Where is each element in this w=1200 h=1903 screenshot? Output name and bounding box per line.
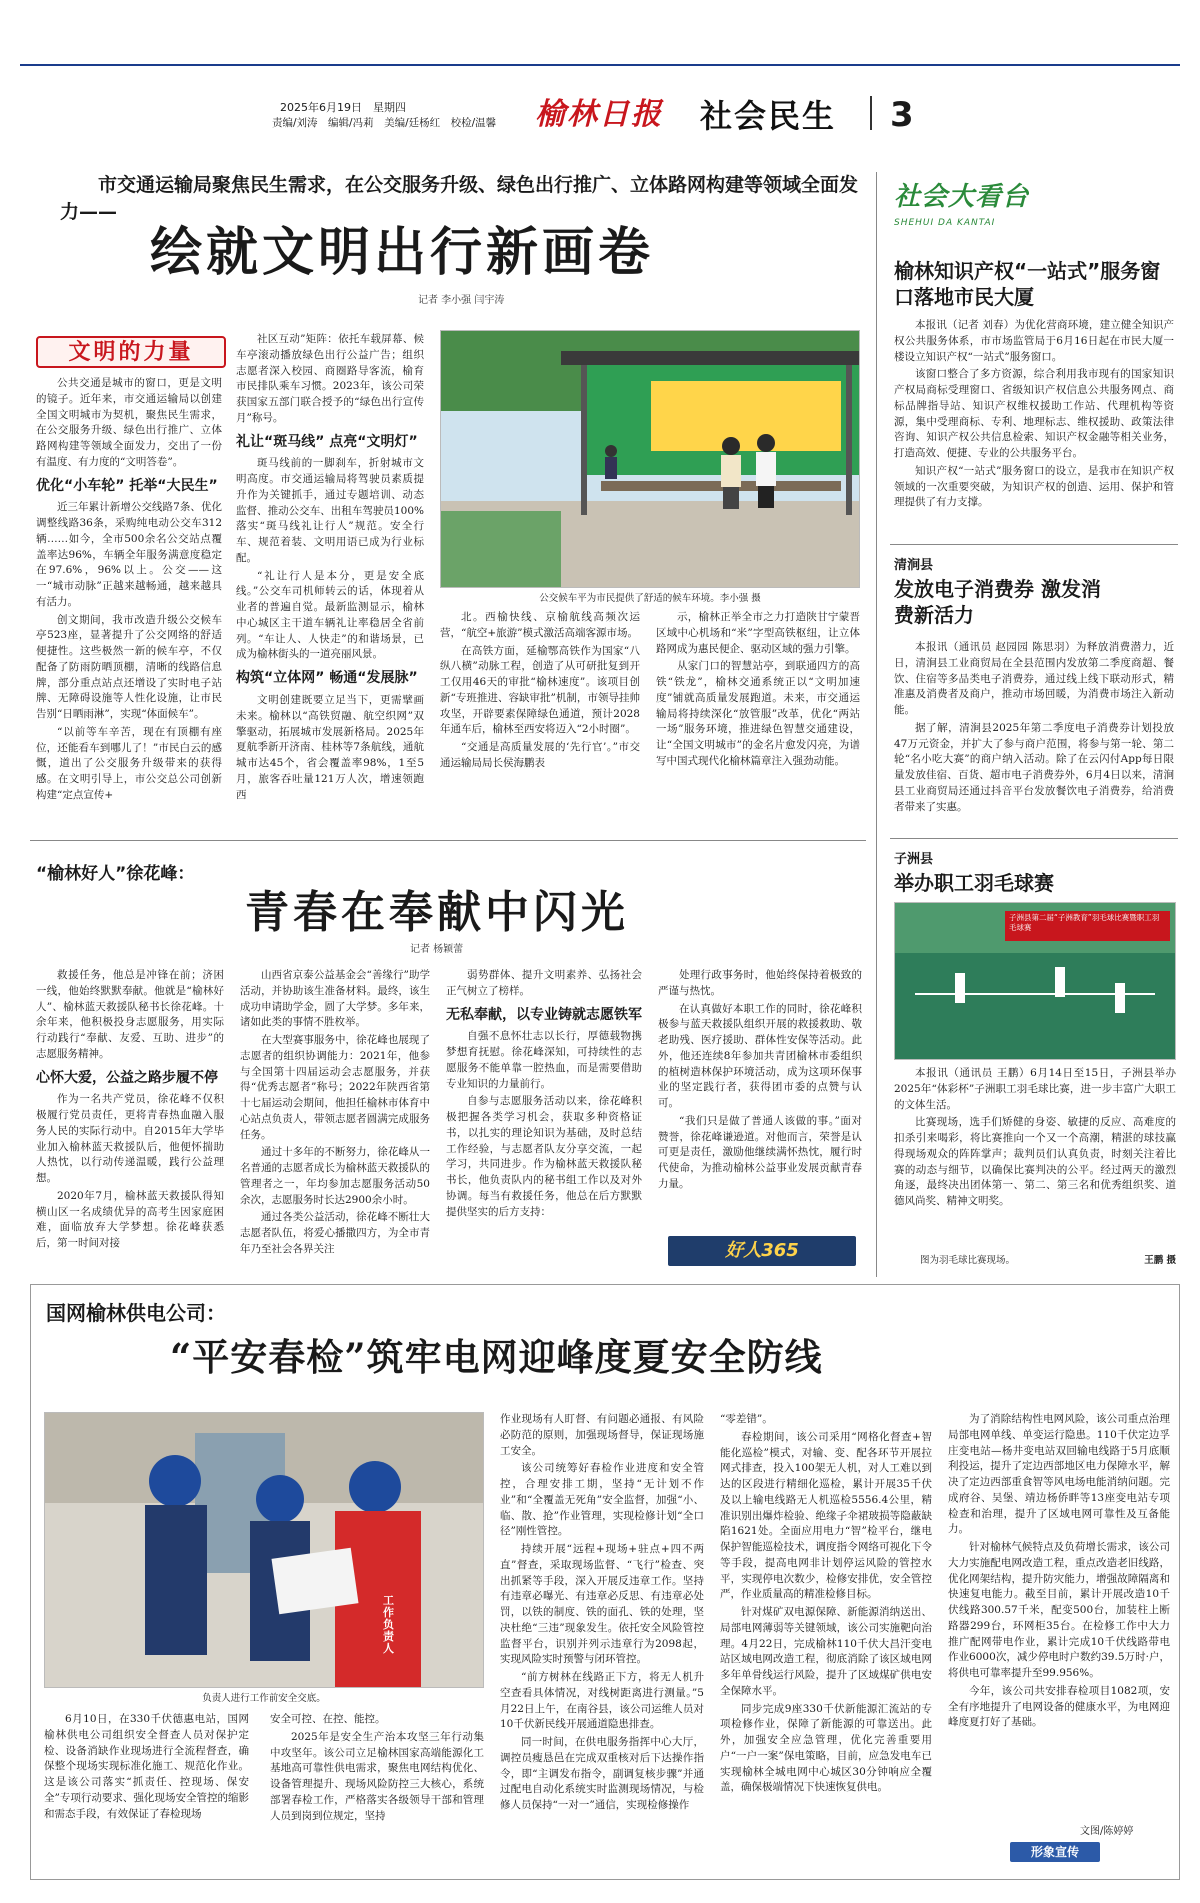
header-editors: 责编/刘涛 编辑/冯莉 美编/廷杨红 校检/温馨 [272, 117, 497, 129]
lead-paragraph: 示，榆林正举全市之力打造陕甘宁蒙晋区域中心机场和“米”字型高铁枢纽，让立体路网成为惠民便企、驱动区域的强力引擎。 [656, 611, 860, 655]
grid-column-3 [720, 1412, 932, 1874]
good-person-badge [668, 1236, 856, 1266]
badminton-caption [894, 1254, 1176, 1268]
lead-paragraph: “交通是高质量发展的‘先行官’。”市交通运输局局长侯海鹏表 [440, 741, 640, 769]
voucher-paragraph: 本报讯（通讯员 赵园园 陈思羽）为释放消费潜力，近日，清涧县工业商贸局在全县范围内发放第二季度商超、餐饮、住宿等多品类电子消费券，通过线上线下联动形式，精准惠及消费者及商户，推动市场回暖，为消费市场注入新动能。 [894, 641, 1174, 716]
grid-paragraph: 持续开展“远程+现场+驻点+四不两直”督查，采取现场监督、“飞行”检查、突出抓紧等手段，深入开展反违章工作。坚持有违章必曝光、有违章必反思、有违章必处罚，以铁的制度、铁的面孔、铁的处理，坚决杜绝“三违”现象发生。依托安全风险管控监督平台，识别并列示违章行为2098起，实现风险实时预警与闭环管控。 [500, 1543, 704, 1666]
grid-paragraph: “零差错”。 [720, 1413, 773, 1425]
lead-kicker: 市交通运输局聚焦民生需求，在公交服务升级、绿色出行推广、立体路网构建等领域全面发力—— [60, 174, 859, 223]
grid-inspection-illustration [45, 1413, 484, 1688]
youth-paragraph: 处理行政事务时，他始终保持着极致的严谨与热忱。 [658, 969, 862, 997]
youth-paragraph: 救援任务，他总是冲锋在前；济困一线，他始终默默奉献。他就是“榆林好人”、榆林蓝天救援队秘书长徐花峰。十余年来，他积极投身志愿服务，用实际行动践行“奉献、友爱、互助、进步”的志愿服务精神。 [36, 969, 224, 1060]
grid-credit: 文图/陈婷婷 [1080, 1826, 1134, 1837]
grid-paragraph: 针对煤矿双电源保障、新能源消纳送出、局部电网薄弱等关键领域，该公司实施靶向治理。4月22日，完成榆林110千伏大昌汗变电站区域电网改造工程，彻底消除了该区域电网多年单骨线运行风险，提升了区域煤矿供电安全保障水平。 [720, 1606, 932, 1697]
lead-paragraph: 斑马线前的一脚刹车，折射城市文明高度。市交通运输局将驾驶员素质提升作为关键抓手，通过专题培训、动态监督、推动公交车、出租车驾驶员100%落实“斑马线礼让行人”规范。安全行车、规范着装、文明用语已成为行业标配。 [236, 457, 424, 564]
grid-paragraph: 为了消除结构性电网风险，该公司重点治理局部电网单线、单变运行隐患。110千伏定边孚庄变电站—杨井变电站双回输电线路于5月底顺利投运，提升了定边西部地区电力保障水平，解决了定边西部重食智等风电场电能消纳问题。完成府谷、吴堡、靖边杨侨畔等13座变电站专项检查和治理，提升了区域电网可靠性及互备能力。 [948, 1413, 1170, 1536]
header-divider [870, 96, 872, 130]
grid-paragraph: 该公司统筹好春检作业进度和安全管控，合理安排工期，坚持“无计划不作业”和“全覆盖无死角”安全监督，加强“小、临、散、抢”作业管理，实现检修计划“全口径”刚性管控。 [500, 1462, 704, 1538]
youth-column-4 [658, 968, 862, 1230]
grid-paragraph: 春检期间，该公司采用“网格化督查+智能化巡检”模式，对输、变、配各环节开展拉网式排查，投入100架无人机，对人工难以到达的区段进行精细化巡检，累计开展35千伏及以上输电线路无人机巡检5556.4公里，精准识别出爆炸检验、绝缘子伞裙玻损等隐蔽缺陷1621处。全面应用电力“智”检平台，继电保护智能巡检技术，调度指令网络可视化下令等手段，提高电网非计划停运风险的管控水平，实现停电次数少，检修安排优，安全管控严，作业质量高的精准检修目标。 [720, 1430, 932, 1601]
youth-paragraph: 在大型赛事服务中，徐花峰也展现了志愿者的组织协调能力：2021年，他参与全国第十四届运动会志愿服务，并获得“优秀志愿者”称号；2022年陕西省第十七届运动会期间，他担任榆林市体育中心站点负责人，带领志愿者圆满完成服务任务。 [240, 1034, 430, 1141]
grid-column-4 [948, 1412, 1170, 1812]
paper-logo: 榆林日报 [535, 97, 663, 132]
youth-column-1 [36, 968, 224, 1268]
consumer-voucher-body [894, 640, 1174, 828]
youth-paragraph: 自强不息怀壮志以长行，厚德载物携梦想育抚慰。徐花峰深知，可持续性的志愿服务不能单靠一腔热血，而是需要借助专业知识的力量前行。 [446, 1030, 642, 1090]
grid-paragraph: 今年，该公司共安排春检项目1082项，安全有序地提升了电网设备的健康水平，为电网迎峰度夏打好了基础。 [948, 1684, 1170, 1729]
lead-paragraph: “礼让行人是本分，更是安全底线。”公交车司机师转云的话，体现着从业者的普遍自觉。最新监测显示，榆林中心城区主干道车辆礼让率稳居全省前列。“车让人、人快走”的和谐场景，已成为榆林街头的一道亮丽风景。 [236, 569, 424, 661]
youth-paragraph: 通过各类公益活动，徐花峰不断壮大志愿者队伍，将爱心播撒四方，为全市青年乃至社会各界关注 [240, 1211, 430, 1255]
promo-tag-text: 形象宣传 [1030, 1845, 1079, 1859]
lead-title: 绘就文明出行新画卷 [150, 223, 655, 283]
consumer-voucher-title: 发放电子消费券 激发消费新活力 [894, 577, 1101, 627]
lead-paragraph: 在高铁方面，延榆鄂高铁作为国家“八纵八横”动脉工程，创造了从可研批复到开工仅用46天的审批“榆林速度”。该项目创新“专班推进、容缺审批”机制，市领导挂帅攻坚，开辟要素保障绿色通道，预计2028年通车后，榆林至西安将迈入“2小时圈”。 [440, 644, 640, 736]
bus-stop-photo [440, 330, 860, 588]
youth-paragraph: “我们只是做了普通人该做的事。”面对赞誉，徐花峰谦逊道。对他而言，荣誉是认可更是责任，激励他继续满怀热忱，履行时代使命，为推动榆林公益事业发展贡献青春力量。 [658, 1114, 862, 1190]
youth-paragraph: 弱势群体、提升文明素养、弘扬社会正气树立了榜样。 [446, 969, 642, 997]
ip-paragraph: 知识产权“一站式”服务窗口的设立，是我市在知识产权领域的一次重要突破，为知识产权的创造、运用、保护和管理提供了有力支撑。 [894, 464, 1174, 509]
youth-byline: 记者 杨颖蕾 [410, 944, 464, 955]
kantai-logo-pinyin: SHEHUI DA KANTAI [894, 218, 996, 228]
youth-title: 青春在奉献中闪光 [245, 887, 629, 938]
lead-paragraph: “以前等车辛苦，现在有顶棚有座位，还能看车到哪儿了！”市民白云的感慨，道出了公交服务升级带来的获得感。在文明引导上，市公交总公司创新构建“定点宣传+ [36, 725, 222, 801]
grid-inspection-photo [44, 1412, 484, 1688]
lead-paragraph: 北。西榆快线、京榆航线高频次运营，“航空+旅游”模式激活高端客源市场。 [440, 611, 640, 639]
lead-column-4 [656, 610, 860, 824]
section-title: 社会民生 [700, 97, 837, 135]
grid-paragraph: 同步完成9座330千伏新能源汇流站的专项检修作业，保障了新能源的可靠送出。此外，加强安全应急管理，优化完善重要用户“一户一案”保电策略，目前，应急发电车已实现榆林全城电网中心城区30分钟响应全覆盖，确保极端情况下快速恢复供电。 [720, 1702, 932, 1794]
ip-window-body [894, 318, 1174, 534]
youth-kicker: “榆林好人”徐花峰： [36, 864, 195, 884]
badminton-title: 举办职工羽毛球赛 [894, 871, 1054, 895]
zizhou-county: 子洲县 [894, 852, 934, 867]
lead-paragraph: 近三年累计新增公交线路7条、优化调整线路36条，采购纯电动公交车312辆……如今，全市500余名公交站点覆盖率达96%，车辆全年服务满意度稳定在97.6%，96%以上。公交——这一“城市动脉”正越来越畅通，越来越具有活力。 [36, 501, 222, 608]
kantai-logo-text: 社会大看台 [894, 182, 1030, 212]
player-figure [955, 973, 965, 1003]
lead-subhead-2: 礼让“斑马线” 点亮“文明灯” [236, 433, 418, 450]
grid-paragraph: 作业现场有人盯督、有问题必通报、有风险必防范的原则，加强现场督导，保证现场施工安全。 [500, 1413, 704, 1457]
youth-paragraph: 山西省京泰公益基金会“善缘行”助学活动，并协助该生准备材料。最终，该生成功申请助学金，圆了大学梦。多年来，诸如此类的事情不胜枚举。 [240, 969, 430, 1029]
grid-kicker: 国网榆林供电公司： [46, 1301, 226, 1325]
grid-paragraph: 6月10日，在330千伏德惠电站，国网榆林供电公司组织安全督查人员对保护定检、设备消缺作业现场进行全流程督查，确保整个现场实现标准化施工、规范化作业。这是该公司落实“抓责任、控现场、保安全”专项行动要求、强化现场安全管控的缩影和需态手段，有效保证了春检现场 [44, 1713, 249, 1820]
lead-paragraph: 从家门口的智慧站亭，到联通四方的高铁“铁龙”，榆林交通系统正以“文明加速度”铺就高质量发展跑道。未来，市交通运输局将持续深化“放管服”改革，优化“两站一场”服务环境，推进绿色智慧交通建设，让“全国文明城市”的金名片愈发闪亮，为谱写中国式现代化榆林篇章注入强劲动能。 [656, 660, 860, 767]
badminton-photo [894, 902, 1176, 1060]
badminton-banner [1005, 911, 1170, 941]
column-logo-kantai [894, 178, 1029, 231]
grid-photo-caption: 负责人进行工作前安全交底。 [202, 1693, 326, 1704]
youth-subhead-2: 无私奉献，以专业铸就志愿铁军 [446, 1006, 642, 1023]
grid-column-1b [270, 1712, 484, 1874]
youth-paragraph: 通过十多年的不断努力，徐花峰从一名普通的志愿者成长为榆林蓝天救援队的管理者之一，年均参加志愿服务活动50余次，志愿服务时长达2900余小时。 [240, 1146, 430, 1206]
promo-tag [1010, 1842, 1100, 1862]
bus-stop-illustration [441, 331, 860, 588]
bus-stop-caption: 公交候车平为市民提供了舒适的候车环境。李小强 摄 [539, 593, 761, 604]
youth-paragraph: 作为一名共产党员，徐花峰不仅积极履行党员责任，更将青春热血融入服务人民的实际行动中。自2015年大学毕业加入榆林蓝天救援队后，他便怀揣助人热忱，以行动传递温暖，践行公益理想。 [36, 1093, 224, 1185]
lead-paragraph: 创文期间，我市改造升级公交候车亭523座，显著提升了公交网络的舒适便捷性。这些极然一新的候车亭，不仅配备了防雨防晒顶棚，清晰的线路信息牌，部分重点站点还增设了实时电子站牌、无障碍设施等人性化设施，让市民告别“日晒雨淋”，实现“体面候车”。 [36, 613, 222, 721]
lead-column-1 [36, 376, 222, 824]
grid-column-2 [500, 1412, 704, 1874]
player-figure [1055, 967, 1065, 997]
lead-byline: 记者 李小强 闫宇涛 [418, 295, 505, 306]
lead-column-3 [440, 610, 640, 824]
right-rule-1 [890, 544, 1178, 545]
youth-paragraph: 在认真做好本职工作的同时，徐花峰积极参与蓝天救援队组织开展的救援救助、敬老助残、医疗援助、群体性安保等活动。此外，他还连续8年参加共青团榆林市委组织的植树造林保护环境活动，成为这项环保事业的坚定践行者，获得团市委的点赞与认可。 [658, 1002, 862, 1109]
youth-column-2 [240, 968, 430, 1268]
grid-paragraph: 2025年是安全生产治本攻坚三年行动集中攻坚年。该公司立足榆林国家高端能源化工基地高可靠性供电需求，聚焦电网结构优化、设备管理提升、现场风险防控三大核心，系统部署春检工作，严格落实各级领导干部和管理人员到岗到位规定，坚持 [270, 1730, 484, 1822]
vest-label: 工作负责人 [383, 1594, 394, 1656]
badminton-body [894, 1066, 1176, 1250]
lead-subhead-3: 构筑“立体网” 畅通“发展脉” [236, 670, 418, 687]
grid-column-1 [44, 1712, 249, 1874]
youth-paragraph: 自参与志愿服务活动以来，徐花峰积极把握各类学习机会，获取多种资格证书，以扎实的理论知识为基础，及时总结工作经验，与志愿者队友分享交流，一起学习，共同进步。作为榆林蓝天救援队秘书长，他负责队内的秘书组工作以及对外协调。每当有救援任务，他总在后方默默提供坚实的后方支持： [446, 1095, 642, 1218]
player-figure [1115, 983, 1125, 1013]
qingjian-county: 清涧县 [894, 558, 934, 573]
youth-subhead-1: 心怀大爱，公益之路步履不停 [36, 1069, 218, 1086]
badminton-banner-text: 子洲县第二届“子洲教育”羽毛球比赛暨职工羽毛球赛 [1009, 913, 1160, 932]
ip-paragraph: 本报讯（记者 刘春）为优化营商环境，建立健全知识产权公共服务体系，市市场监管局于6月16日起在市民大厦一楼设立知识产权“一站式”服务窗口。 [894, 319, 1174, 363]
good-person-badge-text: 好人365 [725, 1240, 799, 1261]
lead-paragraph: 社区互动”矩阵：依托车载屏幕、候车亭滚动播放绿色出行公益广告；组织志愿者深入校园、商圈路导客流，榆育市民排队乘车习惯。2023年，该公司荣获国家五部门联合授予的“绿色出行宣传月”称号。 [236, 333, 424, 424]
ip-window-title: 榆林知识产权“一站式”服务窗口落地市民大厦 [894, 259, 1161, 309]
column-logo-text: 文明的力量 [68, 339, 194, 365]
youth-column-3 [446, 968, 642, 1268]
header-top-rule [20, 64, 1180, 66]
court-floor [895, 953, 1176, 1060]
grid-paragraph: 安全可控、在控、能控。 [270, 1713, 386, 1725]
badminton-paragraph: 本报讯（通讯员 王鹏）6月14日至15日，子洲县举办2025年“体彩杯”子洲职工羽毛球比赛，进一步丰富广大职工的文体生活。 [894, 1067, 1176, 1111]
grid-paragraph: 针对榆林气候特点及负荷增长需求，该公司大力实施配电网改造工程，重点改造老旧线路，优化网架结构，提升防灾能力，增强故障隔离和快速复电能力。截至目前，累计开展改造10千伏线路300.57千米，配变500台，加装柱上断路器299台，环网柜35台。在检修工作中大力推广配网带电作业，累计完成10千伏线路带电作业6000次，减少停电时户数约39.5万时·户，将供电可靠率提升至99.956%。 [948, 1541, 1170, 1679]
right-column-divider [876, 172, 877, 1277]
badminton-caption-text: 图为羽毛球比赛现场。 [920, 1255, 1016, 1266]
lead-bottom-rule [30, 840, 866, 841]
ip-paragraph: 该窗口整合了多方资源，综合利用我市现有的国家知识产权局商标受理窗口、省级知识产权信息公共服务网点、商标品牌指导站、知识产权维权援助工作站、代理机构等资源，集中受理商标、专利、地理标志、维权援助、政策法律咨询、知识产权公共信息检索、知识产权金融等相关业务，打造高效、便捷、专业的公共服务平台。 [894, 368, 1174, 459]
header-date: 2025年6月19日 星期四 [280, 101, 406, 114]
voucher-paragraph: 据了解，清涧县2025年第二季度电子消费券计划投放47万元资金，并扩大了参与商户范围，将参与第一轮、第二轮“名小吃大赛”的商户纳入活动。除了在云闪付App每日限量发放佳宿、百货、超市电子消费券外，6月4日以来，清涧县工业商贸局还通过抖音平台发放餐饮电子消费券，给消费者带来了实惠。 [894, 721, 1174, 813]
column-logo-wenming [36, 336, 226, 368]
grid-paragraph: 同一时间，在供电服务指挥中心大厅，调控员瘦恳邑在完成双重核对后下达操作指令，即“主调发布指令，副调复核步骤”并通过配电自动化系统实时监测现场情况，与检修人员保持“一对一”通信，实现检修操作 [500, 1736, 704, 1811]
lead-paragraph: 公共交通是城市的窗口，更是文明的镜子。近年来，市交通运输局以创建全国文明城市为契机，聚焦民生需求，在公交服务升级、绿色出行推广、立体路网构建等领域全面发力，交出了一份有温度、有力度的“文明答卷”。 [36, 377, 222, 468]
youth-paragraph: 2020年7月，榆林蓝天救援队得知横山区一名成绩优异的高考生因家庭困难，面临放弃大学梦想。徐花峰获悉后，第一时间对接 [36, 1189, 224, 1250]
page-number: 3 [890, 95, 914, 135]
lead-subhead-1: 优化“小车轮” 托举“大民生” [36, 477, 218, 494]
lead-column-2 [236, 332, 424, 824]
badminton-credit: 王鹏 摄 [1144, 1255, 1176, 1266]
badminton-paragraph: 比赛现场，选手们矫健的身姿、敏捷的反应、高难度的扣杀引来喝彩，将比赛推向一个又一个高潮，精湛的球技赢得现场观众的阵阵掌声；裁判员们认真负责，时刻关注着比赛的动态与细节，以确保比赛判决的公平。经过两天的激烈角逐，最终决出团体第一、第二、第三名和优秀组织奖、道德风尚奖、精神文明奖。 [894, 1116, 1176, 1207]
grid-title: “平安春检”筑牢电网迎峰度夏安全防线 [170, 1335, 823, 1379]
right-rule-2 [890, 838, 1178, 839]
lead-paragraph: 文明创建既要立足当下，更需擘画未来。榆林以“高铁贸融、航空织网”双擎驱动，拓展城市发展新格局。2025年夏航季新开济南、桂林等7条航线，通航城市达45个，省会覆盖率98%，1至5月，旅客吞吐量121万人次，增速领跑西 [236, 694, 424, 801]
grid-paragraph: “前方树林在线路正下方，将无人机升空查看具体情况，对线树距离进行测量。”5月22日上午，在南谷县，该公司运维人员对10千伏新民线开展通道隐患排查。 [500, 1671, 704, 1731]
